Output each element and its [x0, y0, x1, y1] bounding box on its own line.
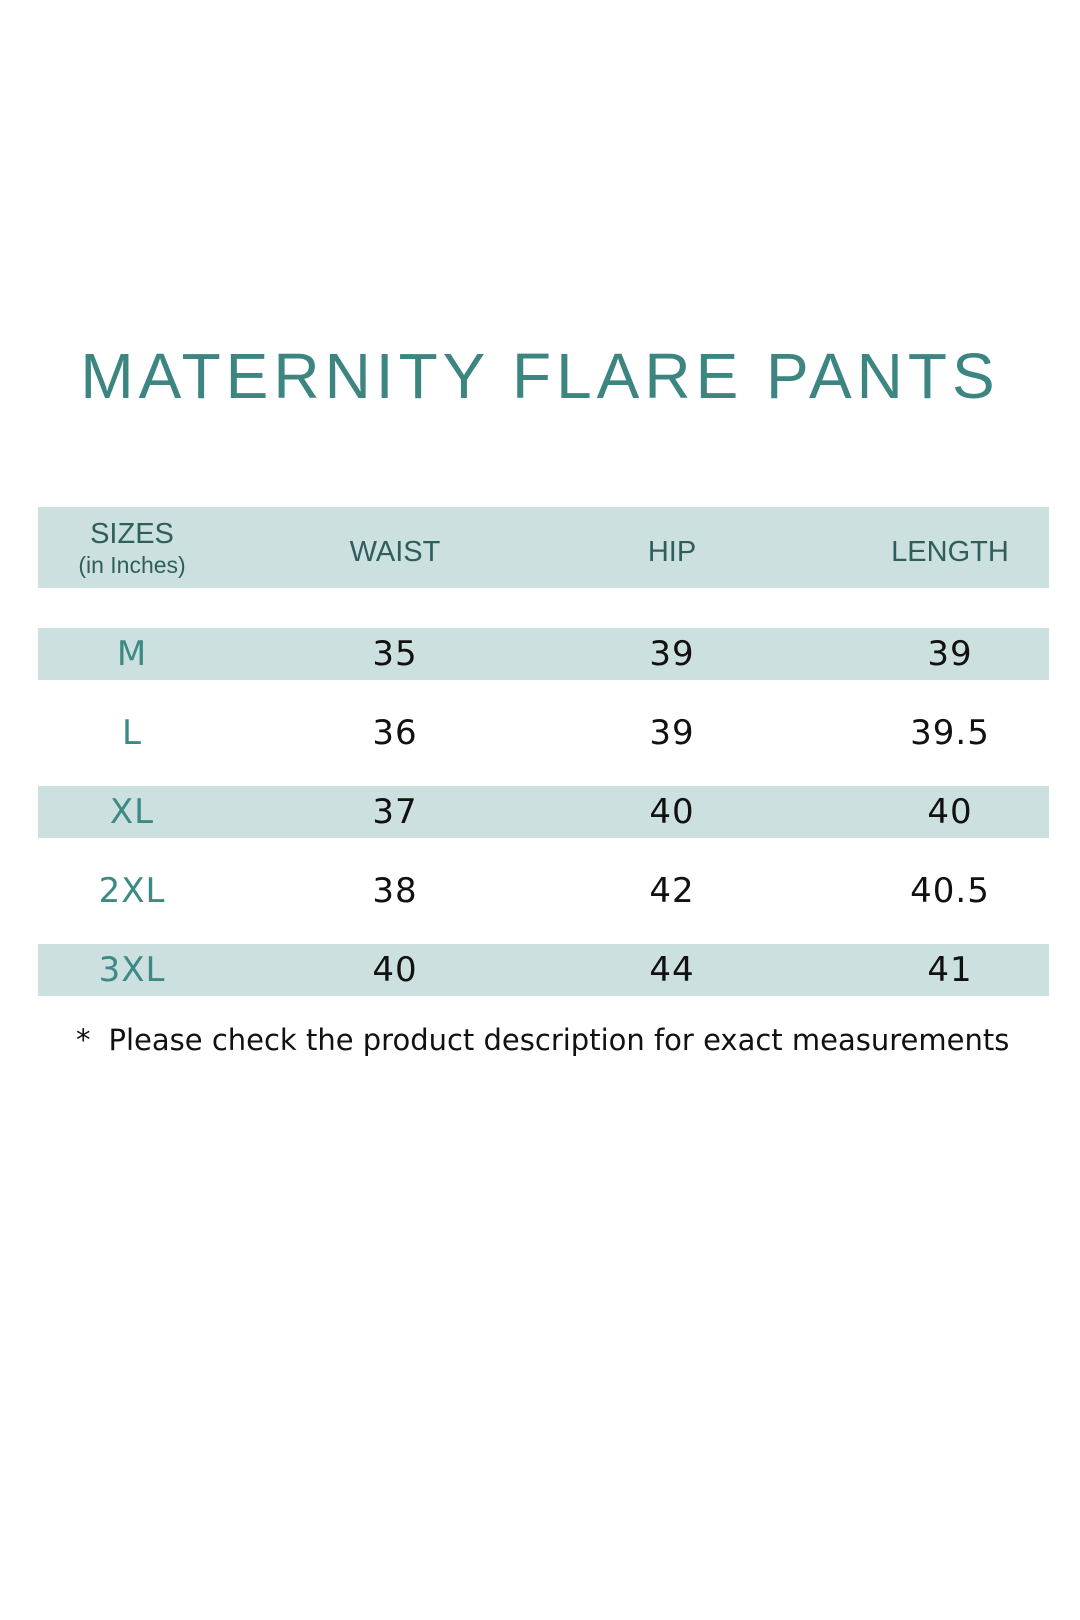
waist-value: 35 [372, 634, 418, 674]
note-text: Please check the product description for exact measurements [108, 1023, 1010, 1057]
note-marker: * [76, 1023, 91, 1057]
length-value: 39 [927, 634, 973, 674]
size-label: 2XL [98, 871, 166, 911]
size-label: L [122, 713, 142, 753]
hip-value: 42 [649, 871, 695, 911]
header-waist: WAIST [349, 536, 441, 568]
length-value: 41 [927, 950, 973, 990]
hip-value: 44 [649, 950, 695, 990]
hip-value: 39 [649, 634, 695, 674]
length-value: 40.5 [910, 871, 990, 911]
length-value: 40 [927, 792, 973, 832]
header-sizes-unit: (in Inches) [78, 552, 186, 578]
hip-value: 40 [649, 792, 695, 832]
waist-value: 40 [372, 950, 418, 990]
size-label: XL [109, 792, 155, 832]
page-title: MATERNITY FLARE PANTS [80, 340, 1000, 412]
size-label: 3XL [98, 950, 166, 990]
size-label: M [116, 634, 148, 674]
header-hip: HIP [647, 536, 697, 568]
header-sizes: SIZES [90, 518, 174, 550]
waist-value: 37 [372, 792, 418, 832]
length-value: 39.5 [910, 713, 990, 753]
header-length: LENGTH [891, 536, 1009, 568]
waist-value: 36 [372, 713, 418, 753]
measurement-note [76, 1020, 1009, 1060]
waist-value: 38 [372, 871, 418, 911]
hip-value: 39 [649, 713, 695, 753]
